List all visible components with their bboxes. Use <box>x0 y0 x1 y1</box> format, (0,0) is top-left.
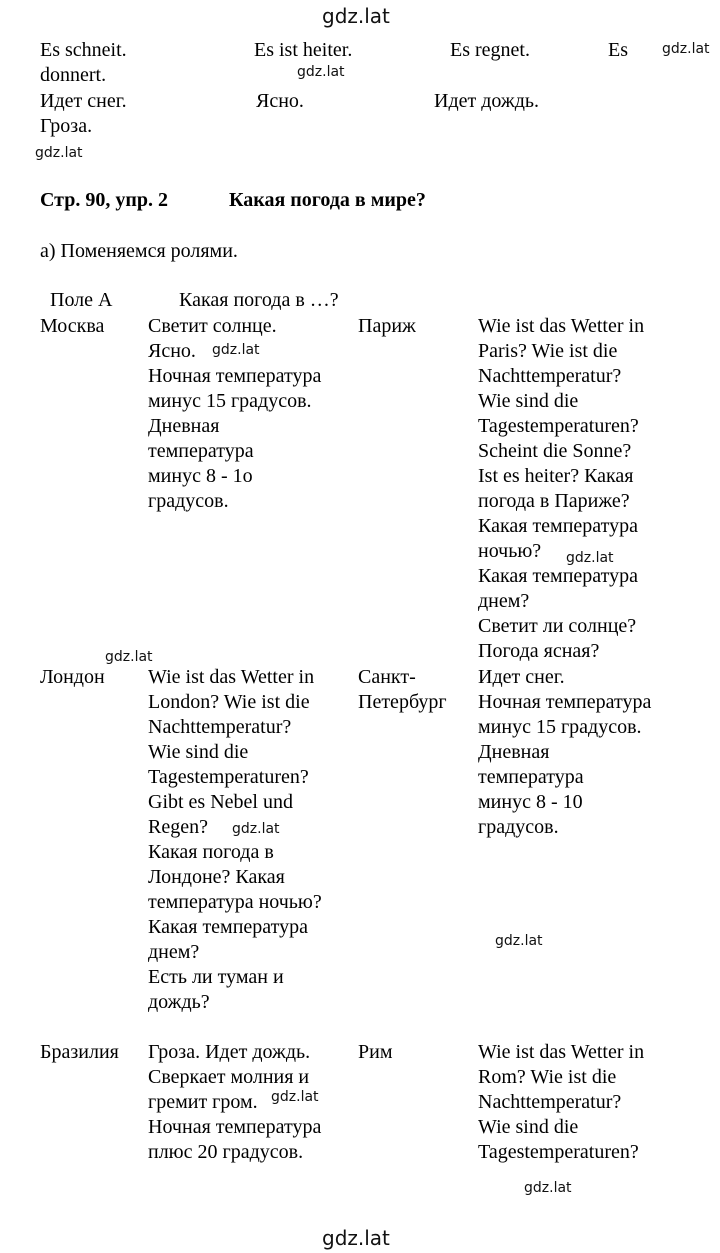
phrase-ru: Идет снег. <box>40 90 127 112</box>
row-city-a: Москва <box>40 315 105 337</box>
exercise-ref: Стр. 90, упр. 2 <box>40 189 169 211</box>
row-city-a: Бразилия <box>40 1041 119 1063</box>
row-city-b: Санкт- Петербург <box>358 666 447 713</box>
row-info-a: Светит солнце. Ясно. Ночная температура минус 15 градусов. Дневная температура минус 8 - 1о градусов. <box>148 315 322 512</box>
row-city-b: Рим <box>358 1041 393 1063</box>
watermark: gdz.lat <box>105 649 153 665</box>
phrase-de: Es regnet. <box>450 39 530 61</box>
watermark: gdz.lat <box>524 1180 572 1196</box>
row-info-b: Wie ist das Wetter in Paris? Wie ist die Nachttemperatur? Wie sind die Tagestemperaturen? Scheint die Sonne? Ist es heiter? Какая погода в Париже? Какая температура ночью? Какая температура днем? Светит ли солнце? Погода ясная? <box>478 315 645 662</box>
row-city-a: Лондон <box>40 666 105 688</box>
watermark: gdz.lat <box>662 41 710 57</box>
watermark: gdz.lat <box>297 64 345 80</box>
phrase-ru: Идет дождь. <box>434 90 540 112</box>
row-info-b: Идет снег. Ночная температура минус 15 градусов. Дневная температура минус 8 - 10 градусов. <box>478 666 652 838</box>
row-city-b: Париж <box>358 315 416 337</box>
watermark: gdz.lat <box>271 1089 319 1105</box>
phrase-de-wrap: donnert. <box>40 64 107 86</box>
watermark: gdz.lat <box>212 342 260 358</box>
watermark: gdz.lat <box>35 145 83 161</box>
watermark-bottom: gdz.lat <box>322 1226 390 1250</box>
watermark: gdz.lat <box>495 933 543 949</box>
watermark: gdz.lat <box>232 821 280 837</box>
phrase-de: Es schneit. <box>40 39 127 61</box>
exercise-title: Какая погода в мире? <box>229 189 426 211</box>
phrase-de: Es <box>608 39 628 61</box>
phrase-ru-wrap: Гроза. <box>40 115 93 137</box>
row-info-a: Wie ist das Wetter in London? Wie ist die Nachttemperatur? Wie sind die Tagestemperaturen? Gibt es Nebel und Regen? Какая погода в Лондоне? Какая температура ночью? Какая температура днем? Есть ли туман и дождь? <box>148 666 322 1013</box>
exercise-task: а) Поменяемся ролями. <box>40 240 238 262</box>
phrase-ru: Ясно. <box>256 90 304 112</box>
row-info-a: Гроза. Идет дождь. Сверкает молния и гремит гром. Ночная температура плюс 20 градусов. <box>148 1041 322 1163</box>
table-header-field: Поле А <box>50 289 113 311</box>
table-header-question: Какая погода в …? <box>179 289 339 311</box>
row-info-b: Wie ist das Wetter in Rom? Wie ist die Nachttemperatur? Wie sind die Tagestemperaturen? <box>478 1041 645 1163</box>
watermark-top: gdz.lat <box>322 4 390 28</box>
watermark: gdz.lat <box>566 550 614 566</box>
phrase-de: Es ist heiter. <box>254 39 353 61</box>
